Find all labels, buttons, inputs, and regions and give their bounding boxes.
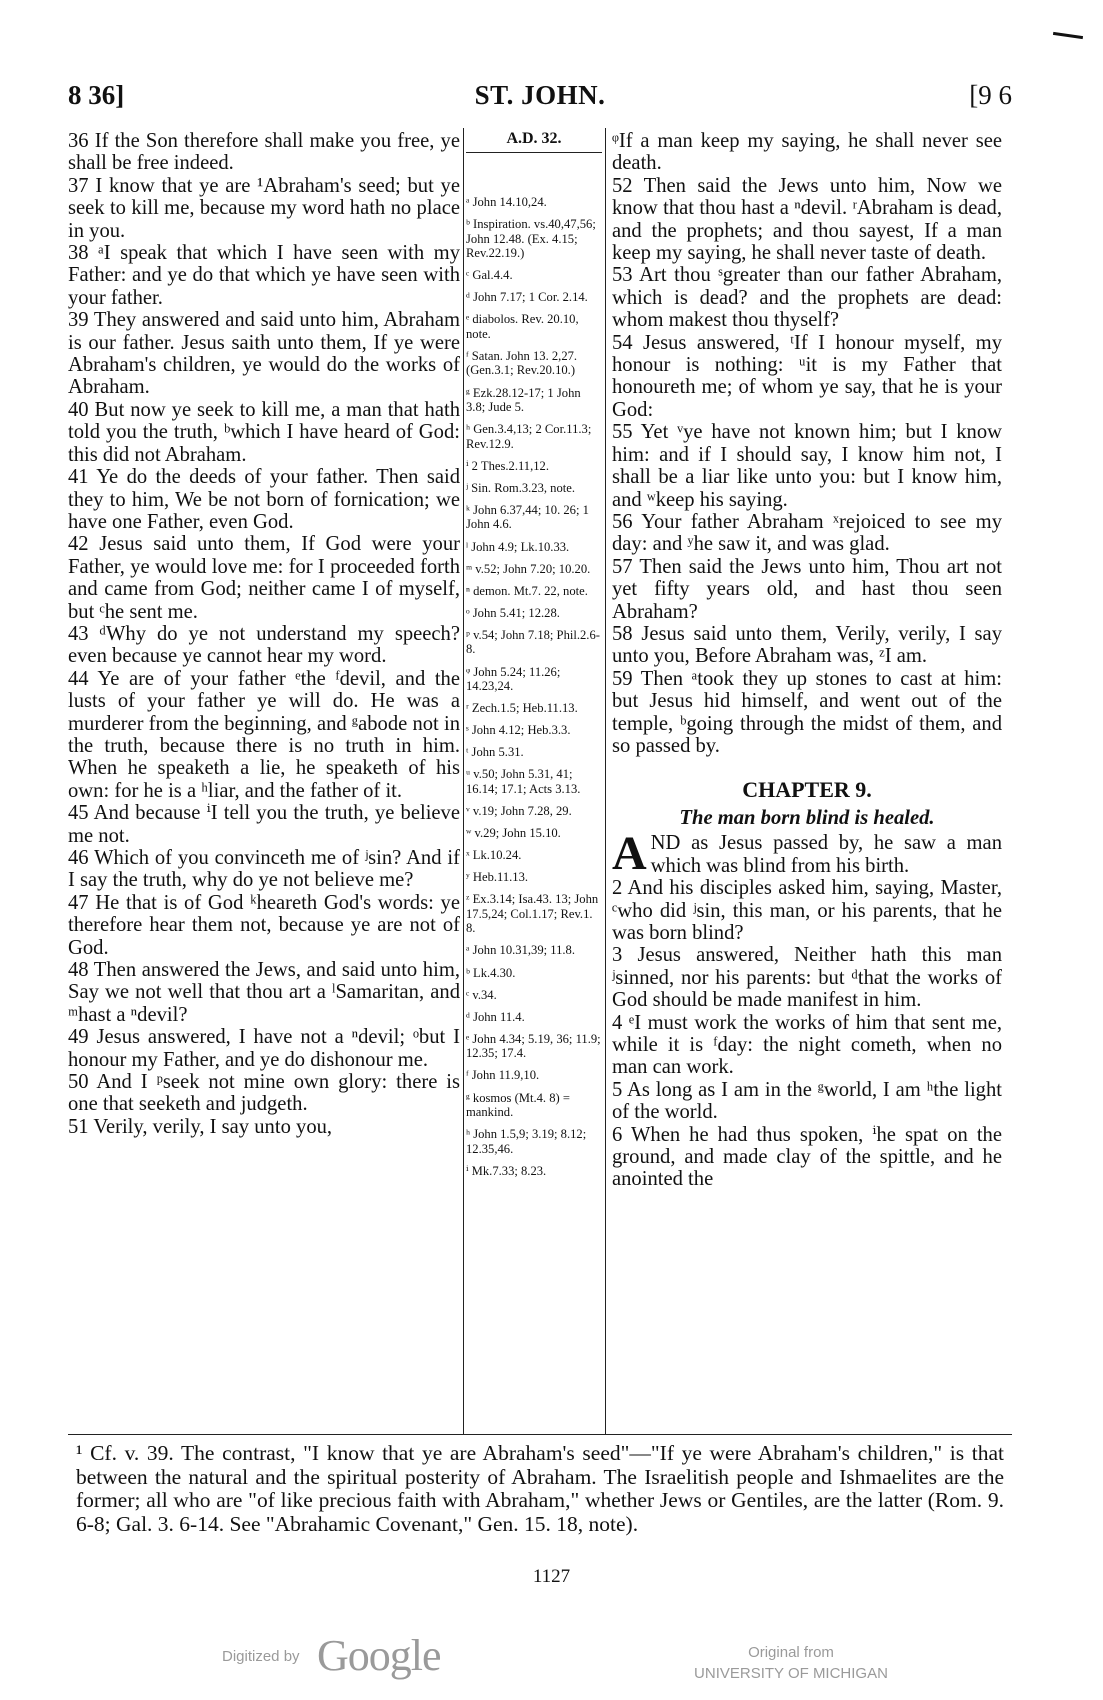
verse: 6 When he had thus spoken, ⁱhe spat on the ground, and made clay of the spittle, and he anointed the [612, 1123, 1002, 1191]
verse: 38 ᵃI speak that which I have seen with my Father: and ye do that which ye have seen with your father. [68, 242, 460, 309]
reference-note: ⁱ Mk.7.33; 8.23. [466, 1163, 547, 1178]
verse: 44 Ye are of your father ᵉthe ᶠdevil, and the lusts of your father ye will do. He was a murderer from the beginning, and ᵍabode not in the truth, because there is no truth in him. When he speaketh a lie, he speaketh of his own: for he is a ʰliar, and the father of it. [68, 667, 460, 802]
reference-note: ʰ Gen.3.4,13; 2 Cor.11.3; Rev.12.9. [466, 422, 592, 451]
verse: 39 They answered and said unto him, Abraham is our father. Jesus saith unto them, If ye were Abraham's children, ye would do the works of Abraham. [68, 309, 460, 399]
digitized-by-label: Digitized by [222, 1648, 300, 1665]
verse: 57 Then said the Jews unto him, Thou art not yet fifty years old, and hast thou seen Abraham? [612, 555, 1002, 623]
verse: 58 Jesus said unto them, Verily, verily, I say unto you, Before Abraham was, ᶻI am. [612, 622, 1002, 668]
reference-note: ʲ Sin. Rom.3.23, note. [466, 480, 576, 495]
right-verses [612, 130, 1002, 757]
verse: 47 He that is of God ᵏheareth God's words: ye therefore hear them not, because ye are not of God. [68, 891, 460, 959]
reference-note: ᵈ John 7.17; 1 Cor. 2.14. [466, 290, 588, 305]
original-from-label: Original from [748, 1644, 834, 1661]
chapter-verses [612, 877, 1002, 1191]
verse: 4 ᵉI must work the works of him that sent me, while it is ᶠday: the night cometh, when no man can work. [612, 1011, 1002, 1079]
chapter-subtitle: The man born blind is healed. [679, 807, 935, 830]
verse: 2 And his disciples asked him, saying, Master, ᶜwho did ʲsin, this man, or his parents, that he was born blind? [612, 877, 1002, 944]
reference-note: ˣ Lk.10.24. [466, 848, 522, 863]
reference-note: ᵃ John 10.31,39; 11.8. [466, 943, 575, 958]
left-verses [68, 130, 460, 1138]
reference-note: ᶜ Gal.4.4. [466, 268, 513, 283]
verse: 48 Then answered the Jews, and said unto him, Say we not well that thou art a ˡSamaritan, and ᵐhast a ⁿdevil? [68, 959, 460, 1026]
marginal-references [466, 130, 602, 1186]
reference-note: ᶻ Ex.3.14; Isa.43. 13; John 17.5,24; Col.1.17; Rev.1. 8. [466, 892, 599, 936]
reference-note: ᵃ John 14.10,24. [466, 195, 547, 209]
reference-note: ᵒ John 5.41; 12.28. [466, 605, 560, 620]
verse: 42 Jesus said unto them, If God were your Father, ye would love me: for I proceeded forth and came from God; neither came I of myself, but ᶜhe sent me. [68, 533, 460, 623]
reference-note: ⁿ demon. Mt.7. 22, note. [466, 583, 588, 598]
chapter-first-verse [612, 827, 1002, 881]
reference-note: ⁱ 2 Thes.2.11,12. [466, 458, 549, 473]
verse: ᵠIf a man keep my saying, he shall never see death. [612, 130, 1002, 175]
reference-note: ᶠ John 11.9,10. [466, 1068, 540, 1083]
verse: 36 If the Son therefore shall make you free, ye shall be free indeed. [68, 130, 460, 175]
verse: 5 As long as I am in the ᵍworld, I am ʰthe light of the world. [612, 1078, 1002, 1124]
verse: 37 I know that ye are ¹Abraham's seed; but ye seek to kill me, because my word hath no place in you. [68, 174, 460, 242]
verse: 59 Then ᵃtook they up stones to cast at him: but Jesus hid himself, and went out of the temple, ᵇgoing through the midst of them, and so passed by. [612, 667, 1002, 757]
reference-note: ᵉ diabolos. Rev. 20.10, note. [466, 312, 579, 341]
reference-note: ˢ John 4.12; Heb.3.3. [466, 723, 571, 738]
verse: 50 And I ᵖseek not mine own glory: there is one that seeketh and judgeth. [68, 1071, 460, 1116]
reference-note: ᵛ v.19; John 7.28, 29. [466, 803, 572, 818]
reference-note: ʸ Heb.11.13. [466, 870, 529, 885]
reference-note: ᵖ v.54; John 7.18; Phil.2.6-8. [466, 627, 600, 657]
left-text-column [68, 130, 460, 1138]
reference-note: ᵇ Lk.4.30. [466, 965, 516, 980]
verse: 49 Jesus answered, I have not a ⁿdevil; ᵒbut I honour my Father, and ye do dishonour me. [68, 1026, 460, 1071]
verse: 40 But now ye seek to kill me, a man that hath told you the truth, ᵇwhich I have heard of God: this did not Abraham. [68, 398, 460, 466]
reference-note: ᵘ v.50; John 5.31, 41; 16.14; 17.1; Acts 3.13. [466, 767, 581, 796]
verse: 45 And because ⁱI tell you the truth, ye believe me not. [68, 802, 460, 847]
chapter-heading: CHAPTER 9. [742, 777, 872, 803]
reference-note: ᵠ John 5.24; 11.26; 14.23,24. [466, 664, 561, 693]
header-right-ref: [9 6 [969, 80, 1012, 110]
provenance-label [661, 1642, 921, 1684]
verse: 56 Your father Abraham ˣrejoiced to see my day: and ʸhe saw it, and was glad. [612, 510, 1002, 556]
page-number: 1127 [532, 1566, 571, 1587]
reference-notes [466, 195, 602, 1178]
reference-note: ᶜ v.34. [466, 987, 497, 1002]
verse: 54 Jesus answered, ᵗIf I honour myself, my honour is nothing: ᵘit is my Father that honoureth me; of whom ye say, that he is your God: [612, 331, 1002, 421]
reference-note: ʷ v.29; John 15.10. [466, 826, 561, 841]
verse: 51 Verily, verily, I say unto you, [68, 1115, 333, 1138]
reference-note: ʳ Zech.1.5; Heb.11.13. [466, 701, 578, 716]
header-book-title: ST. JOHN. [474, 80, 606, 110]
reference-note: ᵗ John 5.31. [466, 745, 524, 760]
verse: 3 Jesus answered, Neither hath this man ʲsinned, nor his parents: but ᵈthat the works of God should be made manifest in him. [612, 944, 1002, 1012]
google-logo: Google [317, 1631, 441, 1680]
header-left-ref: 8 36] [68, 80, 125, 110]
reference-note: ᵍ kosmos (Mt.4. 8) = mankind. [466, 1090, 570, 1119]
reference-note: ᵐ v.52; John 7.20; 10.20. [466, 561, 591, 576]
footnote: ¹ Cf. v. 39. The contrast, "I know that ye are Abraham's seed"—"If ye were Abraham's children," is that between the natural and the spiritual posterity of Abraham. The Israelitish people and Ishmaelites are the former; all who are "of like precious faith with Abraham," whether Jews or Gentiles, are the latter (Rom. 9. 6-8; Gal. 3. 6-14. See "Abrahamic Covenant," Gen. 15. 18, note). [76, 1441, 1004, 1536]
reference-note: ᵇ Inspiration. vs.40,47,56; John 12.48. (Ex. 4.15; Rev.22.19.) [466, 217, 596, 261]
reference-note: ᵉ John 4.34; 5.19, 36; 11.9; 12.35; 17.4. [466, 1031, 601, 1061]
institution-label: UNIVERSITY OF MICHIGAN [694, 1665, 888, 1682]
column-rule-left [463, 128, 464, 1434]
verse: 53 Art thou ˢgreater than our father Abraham, which is dead? and the prophets are dead: whom makest thou thyself? [612, 264, 1002, 332]
verse: 46 Which of you convinceth me of ʲsin? And if I say the truth, why do ye not believe me? [68, 847, 460, 892]
reference-note: ᵈ John 11.4. [466, 1009, 525, 1024]
reference-note: ˡ John 4.9; Lk.10.33. [466, 539, 570, 554]
verse: 55 Yet ᵛye have not known him; but I know him: and if I should say, I know him not, I shall be a liar like unto you: but I know him, and ʷkeep his saying. [612, 421, 1002, 511]
reference-note: ᵏ John 6.37,44; 10. 26; 1 John 4.6. [466, 502, 589, 532]
column-rule-right [605, 128, 606, 1434]
reference-note: ᶠ Satan. John 13. 2,27. (Gen.3.1; Rev.20.10.) [466, 348, 578, 378]
drop-cap: A [612, 827, 647, 881]
first-verse-text: ND as Jesus passed by, he saw a man which was blind from his birth. [650, 832, 1002, 877]
corner-mark [1053, 32, 1083, 39]
verse: 41 Ye do the deeds of your father. Then said they to him, We be not born of fornication; we have one Father, even God. [68, 466, 460, 533]
reference-note: ᵍ Ezk.28.12-17; 1 John 3.8; Jude 5. [466, 385, 581, 415]
marginal-date: A.D. 32. [466, 130, 602, 153]
verse: 52 Then said the Jews unto him, Now we know that thou hast a ⁿdevil. ʳAbraham is dead, and the prophets; and thou sayest, If a man keep my saying, he shall never taste of death. [612, 174, 1002, 265]
reference-note: ʰ John 1.5,9; 3.19; 8.12; 12.35,46. [466, 1127, 587, 1156]
footnote-rule [68, 1434, 1012, 1435]
right-text-column [612, 130, 1002, 1191]
running-header [68, 80, 1012, 120]
verse: 43 ᵈWhy do ye not understand my speech? even because ye cannot hear my word. [68, 622, 460, 668]
